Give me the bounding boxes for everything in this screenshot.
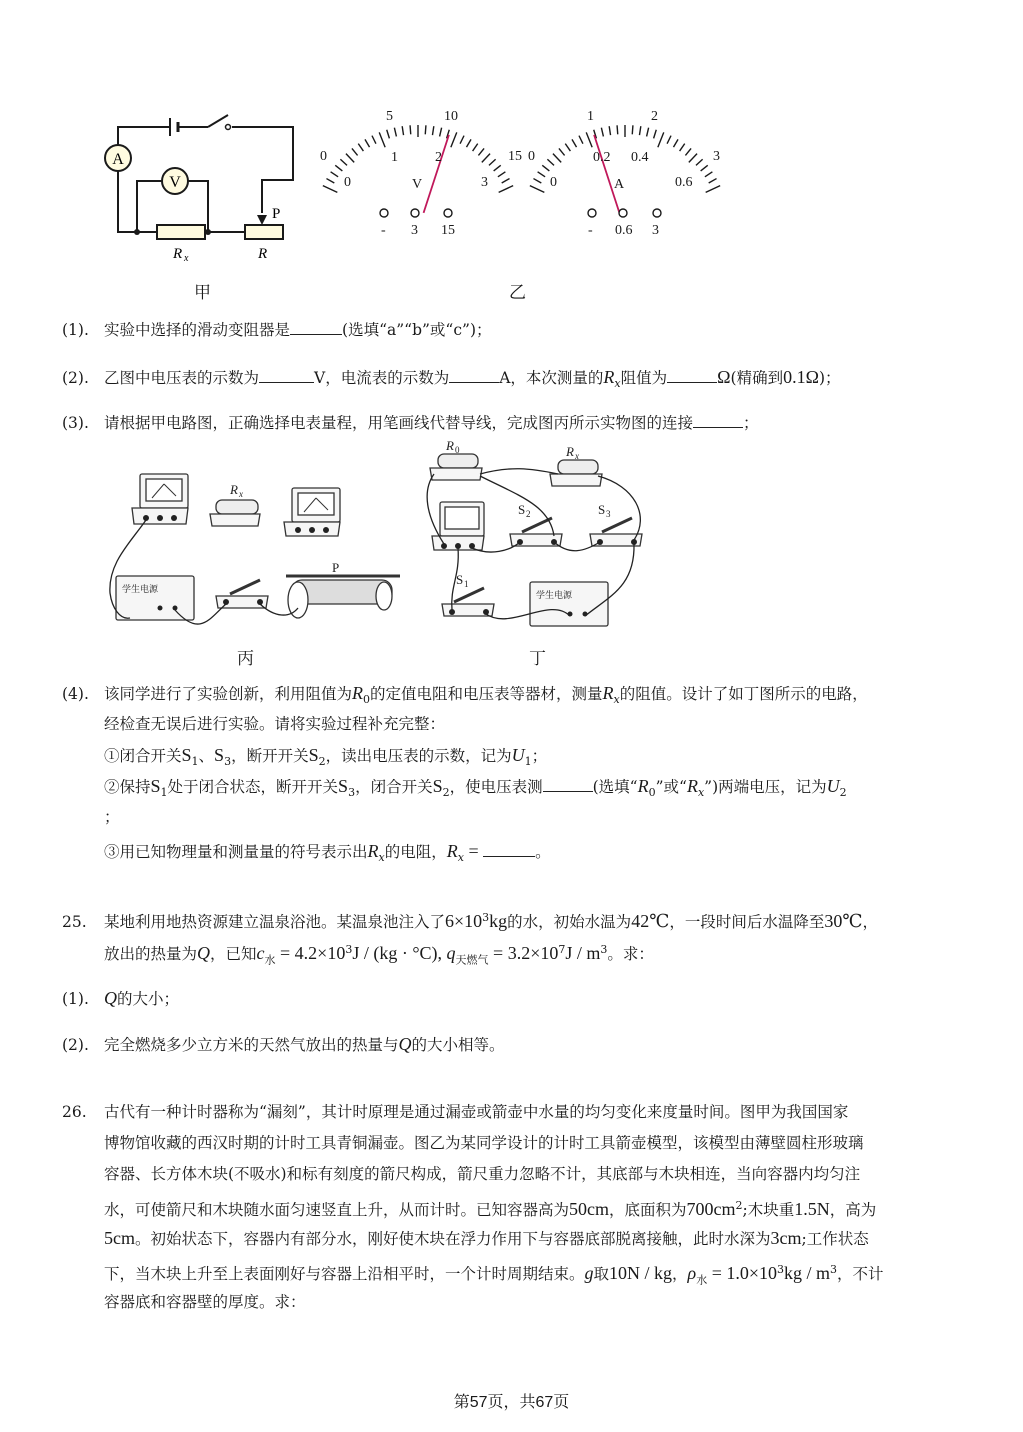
vmeter-terminal-15: 15: [441, 223, 455, 238]
ameter-bottom-tick-06: 0.6: [675, 175, 693, 190]
q26-line6: [104, 1259, 884, 1291]
q26-line7: 容器底和容器壁的厚度。求：: [104, 1293, 306, 1311]
q26-text: 。初始状态下，容器内有部分水，刚好使木块在浮力作用下与容器底部脱离接触，此时水深为: [135, 1230, 771, 1248]
scale-tick: [365, 139, 370, 147]
scale-tick: [498, 172, 505, 177]
q24-part2-num: (2).: [62, 369, 89, 387]
q25-q: Q: [398, 1034, 412, 1054]
q24-part3-num: (3).: [62, 414, 89, 432]
scale-tick: [579, 136, 583, 144]
q25-q: Q: [104, 988, 117, 1008]
var-sub: 1: [191, 755, 199, 769]
q26-text: ;木块重: [742, 1201, 795, 1220]
ameter-unit: A: [614, 177, 625, 192]
q24-part4-step3: ③用已知物理量和测量量的符号表示出$R_x$的电阻，$R_x$ = 。: [104, 841, 551, 865]
q25-c-val: = 4.2×10: [275, 943, 346, 964]
q25-sep: ,: [437, 943, 447, 964]
var-rx: R: [686, 776, 698, 796]
var-u1: U: [511, 745, 525, 765]
q25-sub2-num: (2).: [62, 1036, 89, 1054]
scale-tick: [533, 179, 541, 183]
scale-tick: [499, 186, 514, 193]
q25-text: ，已知: [210, 945, 257, 964]
q26-g: g: [584, 1263, 594, 1284]
q24-part1: [62, 318, 492, 341]
q26-block-height: 5cm: [104, 1228, 135, 1248]
q25-sub2-text: 完全燃烧多少立方米的天然气放出的热量与: [104, 1036, 399, 1054]
rx-label: R: [173, 246, 183, 262]
step-text: ，闭合开关: [355, 778, 433, 796]
q24-part2-c: A，本次测量的: [499, 369, 604, 387]
scale-tick: [460, 136, 464, 144]
step-text: ”或“: [655, 778, 687, 796]
q26-rho-exp: 3: [777, 1263, 784, 1276]
step-text: 。: [535, 843, 551, 861]
q26-line1: [62, 1101, 848, 1123]
var-sub: 2: [318, 755, 326, 769]
scale-tick: [617, 125, 618, 134]
q24-part4-text: 的阻值。设计了如丁图所示的电路，: [619, 685, 868, 703]
q24-part3-tail: ；: [743, 414, 759, 432]
figure-yi-caption: 乙: [509, 283, 526, 303]
step-text: 的电阻，: [384, 843, 447, 861]
q26-text: ，底面积为: [609, 1201, 687, 1220]
q26-text: ;工作状态: [801, 1230, 869, 1248]
q24-part1-text: 实验中选择的滑动变阻器是: [104, 321, 291, 339]
step-text: ，断开开关: [231, 747, 309, 765]
scale-tick: [632, 125, 633, 134]
scale-tick: [559, 148, 565, 155]
var-u1-sub: 1: [524, 755, 532, 769]
step-text: ，读出电压表的示数，记为: [325, 747, 512, 765]
scale-tick: [466, 139, 471, 147]
scale-tick: [379, 132, 385, 147]
var-sub: 1: [160, 786, 168, 800]
ameter-bottom-tick-02: 0.2: [593, 150, 611, 165]
ding-s1-sub: 1: [464, 579, 469, 589]
q25-text: 。求：: [607, 945, 654, 964]
q25-sub1-num: (1).: [62, 990, 89, 1008]
q24-part4-text: 该同学进行了实验创新，利用阻值为: [104, 685, 353, 703]
vmeter-terminal-neg: -: [381, 223, 386, 238]
step-text: ③用已知物理量和测量量的符号表示出: [104, 843, 368, 861]
answer-blank[interactable]: [290, 318, 342, 335]
scale-tick: [502, 179, 510, 183]
vmeter-top-left: 0: [320, 149, 327, 164]
scale-tick: [331, 172, 338, 177]
q25-text: 的水，初始水温为: [507, 913, 632, 932]
ameter-terminal-06: 0.6: [615, 223, 633, 238]
scale-tick: [346, 154, 354, 163]
voltmeter-label: V: [169, 174, 181, 191]
q26-text: 取: [593, 1265, 610, 1284]
scale-tick: [673, 139, 678, 147]
var-s: S: [308, 745, 319, 765]
figure-jia-caption: 甲: [194, 283, 211, 303]
q24-part2: [62, 366, 841, 395]
r-label: R: [258, 246, 268, 262]
var-rx: R: [446, 841, 458, 861]
ammeter-label: A: [112, 151, 124, 168]
figure-yi-meters: [315, 100, 735, 245]
bing-p-label: P: [332, 560, 340, 575]
q25-t1: 42℃: [631, 911, 670, 932]
q25-c: c: [256, 943, 265, 964]
q26-area: 700cm: [686, 1199, 736, 1220]
q24-part2-f: )；: [819, 369, 841, 387]
figure-bing-caption: 丙: [237, 649, 254, 669]
q25-qg-exp: 7: [558, 943, 566, 956]
q26-text: ，不计: [837, 1265, 884, 1284]
q24-part1-num: (1).: [62, 321, 89, 339]
q24-part2-prec: 0.1Ω: [783, 367, 819, 387]
q26-rho-val: = 1.0×10: [707, 1263, 777, 1284]
scale-tick: [709, 179, 717, 183]
var-s: S: [432, 776, 443, 796]
ameter-bottom-tick-0: 0: [550, 175, 557, 190]
ameter-bottom-tick-04: 0.4: [631, 150, 649, 165]
scale-tick: [565, 144, 570, 151]
q26-height: 50cm: [569, 1199, 610, 1220]
q25-c-unit: J / (kg · °C): [352, 943, 438, 964]
q26-line4: [104, 1195, 876, 1221]
q24-part4-r0-sub: 0: [363, 693, 371, 707]
q26-rho-unit-exp: 3: [830, 1263, 838, 1276]
q25-line2: [104, 939, 654, 971]
var-s: S: [214, 745, 225, 765]
q24-part2-e: (精确到: [730, 369, 784, 387]
scale-tick: [323, 186, 338, 193]
q24-part4-num: (4).: [62, 685, 89, 703]
q24-part2-sub: x: [614, 377, 621, 391]
step-text: ”)两端电压，记为: [704, 778, 827, 796]
ding-s3-sub: 3: [606, 509, 611, 519]
q24-part3: [62, 411, 759, 434]
scale-tick: [352, 148, 358, 155]
bing-power-label: 学生电源: [122, 585, 159, 595]
scale-tick: [547, 159, 554, 165]
q25-text: ，一段时间后水温降至: [669, 913, 825, 932]
ameter-terminal-3: 3: [652, 223, 659, 238]
q25-qg: q: [446, 943, 456, 964]
answer-blank[interactable]: [449, 366, 499, 383]
scale-tick: [538, 172, 545, 177]
q26-depth: 3cm: [770, 1228, 802, 1248]
ding-rx-label: R: [566, 444, 574, 459]
q26-text: ，: [672, 1265, 688, 1284]
answer-blank[interactable]: [667, 366, 717, 383]
q24-part4-semi: ；: [104, 808, 120, 826]
var-s: S: [181, 745, 192, 765]
scale-tick: [639, 126, 640, 135]
var-rx-sub: x: [457, 851, 464, 865]
meter-needle: [424, 135, 449, 213]
q24-part4-step2: [104, 775, 847, 804]
scale-tick: [494, 165, 501, 171]
q26-rho-sub: 水: [696, 1273, 708, 1287]
q24-part1-tail: (选填“a”“b”或“c”)；: [342, 321, 492, 339]
q25-mass: 6×10: [445, 911, 483, 932]
vmeter-terminal-3: 3: [411, 223, 418, 238]
answer-blank[interactable]: [483, 840, 535, 857]
q26-area-exp: 2: [735, 1199, 743, 1212]
answer-blank[interactable]: [259, 366, 314, 383]
scale-tick: [680, 144, 685, 151]
scale-tick: [658, 132, 664, 147]
q25-qg-unit-exp: 3: [600, 943, 608, 956]
scale-tick: [432, 126, 433, 135]
q26-line2: 博物馆收藏的西汉时期的计时工具青铜漏壶。图乙为某同学设计的计时工具箭壶模型，该模型由薄壁圆柱形玻璃: [104, 1134, 864, 1152]
q25-mass-exp: 3: [482, 911, 490, 924]
scale-tick: [425, 125, 426, 134]
q25-line1: [62, 907, 878, 933]
ding-r0-sub: 0: [455, 445, 460, 455]
q24-part4-line2: 经检查无误后进行实验。请将实验过程补充完整：: [104, 715, 446, 733]
scale-tick: [572, 139, 577, 147]
scale-tick: [696, 159, 703, 165]
ding-s3-label: S: [598, 502, 606, 517]
scale-tick: [340, 159, 347, 165]
scale-tick: [609, 126, 610, 135]
q25-t2: 30℃: [824, 911, 863, 932]
scale-tick: [372, 136, 376, 144]
scale-tick: [701, 165, 708, 171]
scale-tick: [586, 132, 592, 147]
q24-part4-rx-sub: x: [613, 693, 620, 707]
q24-part2-a: 乙图中电压表的示数为: [104, 369, 260, 387]
vmeter-bottom-tick-1: 1: [391, 150, 398, 165]
step-text: 、: [198, 747, 215, 765]
scale-tick: [542, 165, 549, 171]
q24-part4-step1: [104, 744, 547, 773]
step-text: (选填“: [592, 778, 638, 796]
var-sub: 3: [348, 786, 356, 800]
vmeter-bottom-tick-2: 2: [435, 150, 442, 165]
ding-s2-sub: 2: [526, 509, 531, 519]
q26-line5: [104, 1227, 869, 1250]
var-rx-sub: x: [378, 851, 385, 865]
q25-text: ，: [862, 913, 878, 932]
figure-ding-apparatus: [420, 436, 660, 636]
step-text: ；: [531, 747, 548, 765]
q24-part4-rx-var: R: [602, 683, 614, 703]
scale-tick: [387, 130, 390, 139]
scale-tick: [402, 126, 403, 135]
scale-tick: [654, 130, 657, 139]
q24-part2-b: V，电流表的示数为: [314, 369, 450, 387]
page-number: 第57页，共67页: [453, 1394, 570, 1411]
ameter-terminal-neg: -: [588, 223, 593, 238]
scale-tick: [689, 154, 697, 163]
q25-qg-unit: J / m: [565, 943, 601, 964]
q26-text: 下，当木块上升至上表面刚好与容器上沿相平时，一个计时周期结束。: [104, 1265, 585, 1284]
q25-qg-sub: 天燃气: [455, 953, 489, 967]
q26-g-val: 10N / kg: [609, 1263, 673, 1284]
q25-c-sub: 水: [264, 953, 276, 967]
var-sub: 2: [442, 786, 450, 800]
scale-tick: [478, 148, 484, 155]
scale-tick: [440, 128, 442, 137]
step-text: ，使电压表测: [449, 778, 543, 796]
scale-tick: [685, 148, 691, 155]
q26-rho-unit: kg / m: [784, 1263, 831, 1284]
q26-weight: 1.5N: [794, 1199, 830, 1220]
q25-sub2-tail: 的大小相等。: [411, 1036, 505, 1054]
scale-tick: [326, 179, 334, 183]
scale-tick: [473, 144, 478, 151]
figure-jia-circuit: [100, 105, 310, 270]
var-s: S: [338, 776, 349, 796]
step-text: ①闭合开关: [104, 747, 182, 765]
q26-num: 26.: [62, 1103, 87, 1121]
q26-line3: 容器、长方体木块(不吸水)和标有刻度的箭尺构成，箭尺重力忽略不计，其底部与木块相连，当向容器内均匀注: [104, 1165, 861, 1183]
scale-tick: [706, 186, 721, 193]
q24-part3-text: 请根据甲电路图，正确选择电表量程，用笔画线代替导线，完成图丙所示实物图的连接: [104, 414, 694, 432]
step-text: ②保持: [104, 778, 151, 796]
q25-text: 放出的热量为: [104, 945, 198, 964]
vmeter-bottom-tick-3: 3: [481, 175, 488, 190]
vmeter-top-right: 15: [508, 149, 522, 164]
ameter-top-tick-2: 2: [651, 109, 658, 124]
var-s: S: [150, 776, 161, 796]
var-u2-sub: 2: [839, 786, 847, 800]
scale-tick: [358, 144, 363, 151]
scale-tick: [451, 132, 457, 147]
var-rx: R: [367, 841, 379, 861]
rx-label-sub: x: [184, 253, 189, 264]
q24-part2-var: R: [603, 367, 615, 387]
q24-part4-text: 的定值电阻和电压表等器材，测量: [370, 685, 603, 703]
scale-tick: [482, 154, 490, 163]
scale-tick: [335, 165, 342, 171]
q26-text: ，高为: [829, 1201, 877, 1220]
q25-sub2: [62, 1033, 505, 1056]
q24-part2-d: 阻值为: [620, 369, 668, 387]
ameter-top-right: 3: [713, 149, 720, 164]
scale-tick: [667, 136, 671, 144]
q25-sub1: [62, 987, 179, 1010]
var-r0: R: [637, 776, 649, 796]
q25-num: 25.: [62, 913, 87, 932]
scale-tick: [489, 159, 496, 165]
scale-tick: [601, 128, 603, 137]
ameter-top-left: 0: [528, 149, 535, 164]
q24-part4-line1: [62, 682, 868, 711]
bing-rx-sub: x: [239, 489, 243, 499]
ding-s2-label: S: [518, 502, 526, 517]
ding-power-label: 学生电源: [536, 591, 573, 601]
vmeter-top-tick-5: 5: [386, 109, 393, 124]
q25-q: Q: [197, 943, 211, 964]
figure-bing-apparatus: [100, 468, 410, 638]
scale-tick: [647, 128, 649, 137]
q25-mass-unit: kg: [489, 911, 508, 932]
q24-part4-r0-var: R: [352, 683, 364, 703]
vmeter-unit: V: [412, 177, 423, 192]
scale-tick: [530, 186, 545, 193]
bing-rx-label: R: [230, 482, 238, 497]
slider-label-p: P: [272, 206, 281, 222]
q24-part2-unit: Ω: [717, 367, 731, 387]
var-r0-sub: 0: [648, 786, 656, 800]
ding-r0-label: R: [446, 438, 454, 453]
q25-sub1-text: 的大小；: [117, 990, 180, 1008]
answer-blank[interactable]: [543, 775, 593, 792]
meter-needle: [594, 135, 619, 213]
step-text: 处于闭合状态，断开开关: [167, 778, 339, 796]
q25-text: 某地利用地热资源建立温泉浴池。某温泉池注入了: [104, 913, 446, 932]
q25-qg-val: = 3.2×10: [488, 943, 559, 964]
var-rx-sub: x: [697, 786, 705, 800]
ding-s1-label: S: [456, 572, 464, 587]
figure-ding-caption: 丁: [529, 649, 546, 669]
scale-tick: [553, 154, 561, 163]
q26-rho: ρ: [687, 1263, 697, 1284]
var-u2: U: [826, 776, 840, 796]
q25-c-exp: 3: [345, 943, 353, 956]
scale-tick: [410, 125, 411, 134]
scale-tick: [394, 128, 396, 137]
answer-blank[interactable]: [693, 411, 743, 428]
scale-tick: [705, 172, 712, 177]
ameter-top-tick-1: 1: [587, 109, 594, 124]
vmeter-bottom-tick-0: 0: [344, 175, 351, 190]
q26-text: 古代有一种计时器称为“漏刻”，其计时原理是通过漏壶或箭壶中水量的均匀变化来度量时间。图甲为我国国家: [104, 1103, 849, 1121]
ding-rx-sub: x: [575, 451, 579, 461]
q26-text: 水，可使箭尺和木块随水面匀速竖直上升，从而计时。已知容器高为: [104, 1201, 570, 1220]
var-sub: 3: [224, 755, 232, 769]
vmeter-top-tick-10: 10: [444, 109, 458, 124]
